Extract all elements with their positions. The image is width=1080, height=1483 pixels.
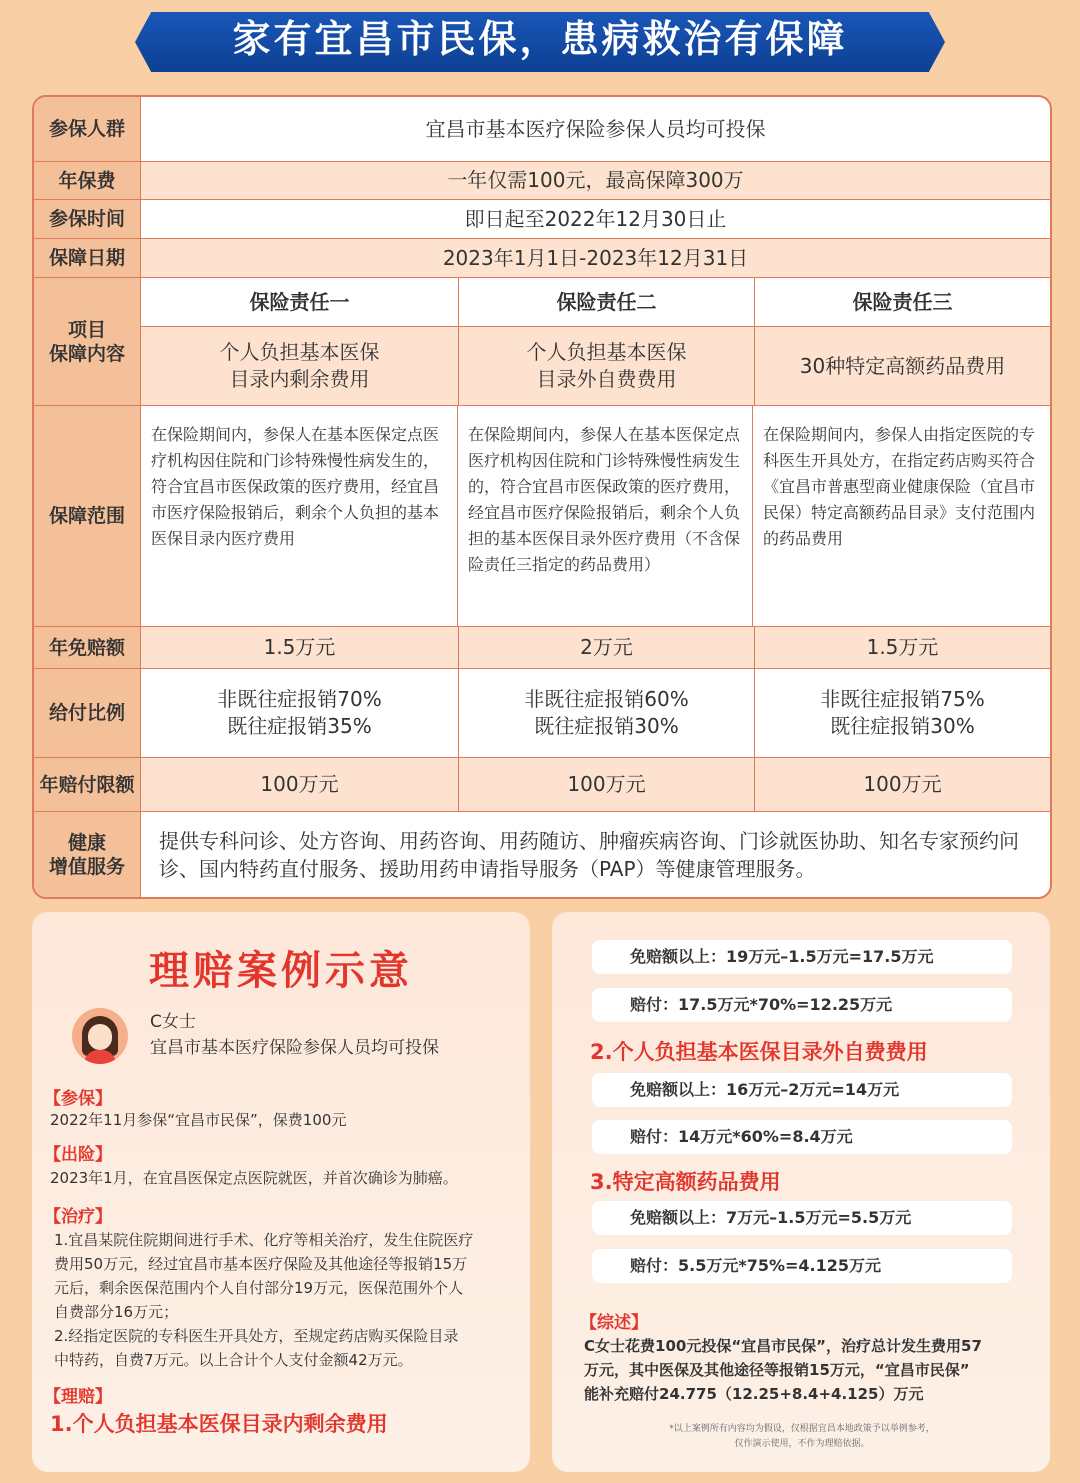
avatar-icon xyxy=(72,1008,128,1064)
service-label-line2: 增值服务 xyxy=(48,855,125,878)
ratio-2-line2: 既往症报销30% xyxy=(534,714,679,738)
period-value: 2023年1月1日-2023年12月31日 xyxy=(442,245,749,270)
row-label-enroll: 参保时间 xyxy=(34,200,141,238)
row-items xyxy=(34,278,1050,406)
limit-1: 100万元 xyxy=(141,758,459,811)
calc-2b: 赔付：14万元*60%=8.4万元 xyxy=(592,1120,1012,1154)
ratio-1 xyxy=(141,669,459,757)
case-title: 理赔案例示意 xyxy=(149,948,413,994)
calc-1b: 赔付：17.5万元*70%=12.25万元 xyxy=(592,988,1012,1022)
person-name: C女士 xyxy=(150,1012,196,1032)
service-label-line1: 健康 xyxy=(67,831,106,854)
scope-text-3: 在保险期间内，参保人由指定医院的专科医生开具处方，在指定药店购买符合《宜昌市普惠型商业健康保险（宜昌市民保）特定高额药品目录》支付范围内的药品费用 xyxy=(763,425,1036,548)
treat-line-1: 1.宜昌某院住院期间进行手术、化疗等相关治疗，发生住院医疗 xyxy=(54,1231,474,1249)
items-col-2 xyxy=(459,278,755,405)
duty-content-3 xyxy=(755,327,1050,405)
row-label-period: 保障日期 xyxy=(34,239,141,277)
duty-content-1 xyxy=(141,327,458,405)
row-period xyxy=(34,239,1050,278)
row-limit xyxy=(34,758,1050,812)
row-label-ratio: 给付比例 xyxy=(34,669,141,757)
claim-item-1: 1.个人负担基本医保目录内剩余费用 xyxy=(50,1412,388,1436)
items-label-line1: 项目 xyxy=(67,318,106,341)
enroll-tag: 【参保】 xyxy=(44,1089,112,1109)
incident-tag: 【出险】 xyxy=(44,1145,112,1165)
case-panel-right xyxy=(552,912,1050,1472)
incident-text: 2023年1月，在宜昌医保定点医院就医，并首次确诊为肺癌。 xyxy=(50,1169,458,1187)
summary-line-2: 万元，其中医保及其他途径等报销15万元，“宜昌市民保” xyxy=(584,1361,970,1379)
row-label-items xyxy=(34,278,141,405)
person-desc: 宜昌市基本医疗保险参保人员均可投保 xyxy=(150,1038,439,1058)
premium-value: 一年仅需100元，最高保障300万 xyxy=(447,168,744,192)
row-premium xyxy=(34,162,1050,200)
row-label-insured: 参保人群 xyxy=(34,97,141,161)
limit-3: 100万元 xyxy=(863,772,942,796)
ratio-3-line2: 既往症报销30% xyxy=(830,714,975,738)
deductible-1: 1.5万元 xyxy=(141,627,459,668)
treat-tag: 【治疗】 xyxy=(44,1207,112,1227)
row-insured xyxy=(34,97,1050,162)
calc-3a: 免赔额以上：7万元–1.5万元=5.5万元 xyxy=(592,1201,1012,1235)
treat-line-6: 中特药，自费7万元。以上合计个人支付金额42万元。 xyxy=(54,1351,413,1369)
duty-content-1-line1: 个人负担基本医保 xyxy=(219,340,380,364)
ratio-2-line1: 非既往症报销60% xyxy=(524,687,689,711)
row-label-premium: 年保费 xyxy=(34,162,141,199)
items-col-1 xyxy=(141,278,459,405)
case-panel-left xyxy=(32,912,530,1472)
ratio-3-line1: 非既往症报销75% xyxy=(820,687,985,711)
calc-3b: 赔付：5.5万元*75%=4.125万元 xyxy=(592,1249,1012,1283)
calc-2a: 免赔额以上：16万元–2万元=14万元 xyxy=(592,1073,1012,1107)
duty-content-2 xyxy=(459,327,754,405)
enroll-value: 即日起至2022年12月30日止 xyxy=(464,206,727,231)
disclaimer-line-2: 仅作演示使用，不作为理赔依据。 xyxy=(734,1439,870,1449)
ratio-1-line1: 非既往症报销70% xyxy=(217,687,382,711)
scope-text-1: 在保险期间内，参保人在基本医保定点医疗机构因住院和门诊特殊慢性病发生的，符合宜昌市医保政策的医疗费用，经宜昌市医疗保险报销后，剩余个人负担的基本医保目录内医疗费用 xyxy=(141,406,458,626)
row-label-scope: 保障范围 xyxy=(34,406,141,626)
duty-content-2-line1: 个人负担基本医保 xyxy=(526,340,687,364)
items-col-3 xyxy=(755,278,1050,405)
duty-content-2-line2: 目录外自费费用 xyxy=(536,367,677,391)
treat-line-4: 自费部分16万元； xyxy=(54,1303,179,1321)
treat-line-2: 费用50万元，经过宜昌市基本医疗保险及其他途径等报销15万 xyxy=(54,1255,468,1273)
duty-content-3-line1: 30种特定高额药品费用 xyxy=(799,353,1006,378)
deductible-2: 2万元 xyxy=(459,627,755,668)
summary-line-1: C女士花费100元投保“宜昌市民保”，治疗总计发生费用57 xyxy=(584,1337,982,1355)
disclaimer-line-1: *以上案例所有内容均为假设，仅根据宜昌本地政策予以举例参考， xyxy=(669,1424,935,1434)
coverage-table xyxy=(32,95,1052,899)
insured-value: 宜昌市基本医疗保险参保人员均可投保 xyxy=(425,116,766,141)
row-scope xyxy=(34,406,1050,627)
row-ratio xyxy=(34,669,1050,758)
duty-content-1-line2: 目录内剩余费用 xyxy=(229,367,370,391)
treat-line-3: 元后，剩余医保范围内个人自付部分19万元，医保范围外个人 xyxy=(54,1279,464,1297)
duty-header-3: 保险责任三 xyxy=(755,278,1050,327)
row-label-limit: 年赔付限额 xyxy=(34,758,141,811)
summary-line-3: 能补充赔付24.775（12.25+8.4+4.125）万元 xyxy=(584,1385,924,1403)
deductible-3: 1.5万元 xyxy=(866,635,939,659)
row-label-service xyxy=(34,812,141,897)
duty-header-1: 保险责任一 xyxy=(141,278,458,327)
duty-header-2: 保险责任二 xyxy=(459,278,754,327)
row-service xyxy=(34,812,1050,897)
enroll-text: 2022年11月参保“宜昌市民保”，保费100元 xyxy=(50,1111,347,1129)
scope-text-2: 在保险期间内，参保人在基本医保定点医疗机构因住院和门诊特殊慢性病发生的，符合宜昌市医保政策的医疗费用，经宜昌市医疗保险报销后，剩余个人负担的基本医保目录外医疗费用（不含保险责任三指定的药品费用） xyxy=(458,406,753,626)
claim-tag: 【理赔】 xyxy=(44,1387,112,1407)
summary-tag: 【综述】 xyxy=(580,1313,648,1333)
row-deductible xyxy=(34,627,1050,669)
row-enroll xyxy=(34,200,1050,239)
items-label-line2: 保障内容 xyxy=(48,342,125,365)
ratio-1-line2: 既往症报销35% xyxy=(227,714,372,738)
page-title: 家有宜昌市民保，患病救治有保障 xyxy=(232,17,848,61)
claim-item-3: 3.特定高额药品费用 xyxy=(590,1170,781,1194)
ratio-3 xyxy=(755,669,1050,757)
calc-1a: 免赔额以上：19万元–1.5万元=17.5万元 xyxy=(592,940,1012,974)
row-label-deductible: 年免赔额 xyxy=(34,627,141,668)
claim-item-2: 2.个人负担基本医保目录外自费费用 xyxy=(590,1040,928,1064)
limit-2: 100万元 xyxy=(459,758,755,811)
ratio-2 xyxy=(459,669,755,757)
treat-line-5: 2.经指定医院的专科医生开具处方，至规定药店购买保险目录 xyxy=(54,1327,459,1345)
service-text: 提供专科问诊、处方咨询、用药咨询、用药随访、肿瘤疾病咨询、门诊就医协助、知名专家预约问诊、国内特药直付服务、援助用药申请指导服务（PAP）等健康管理服务。 xyxy=(159,828,1019,881)
